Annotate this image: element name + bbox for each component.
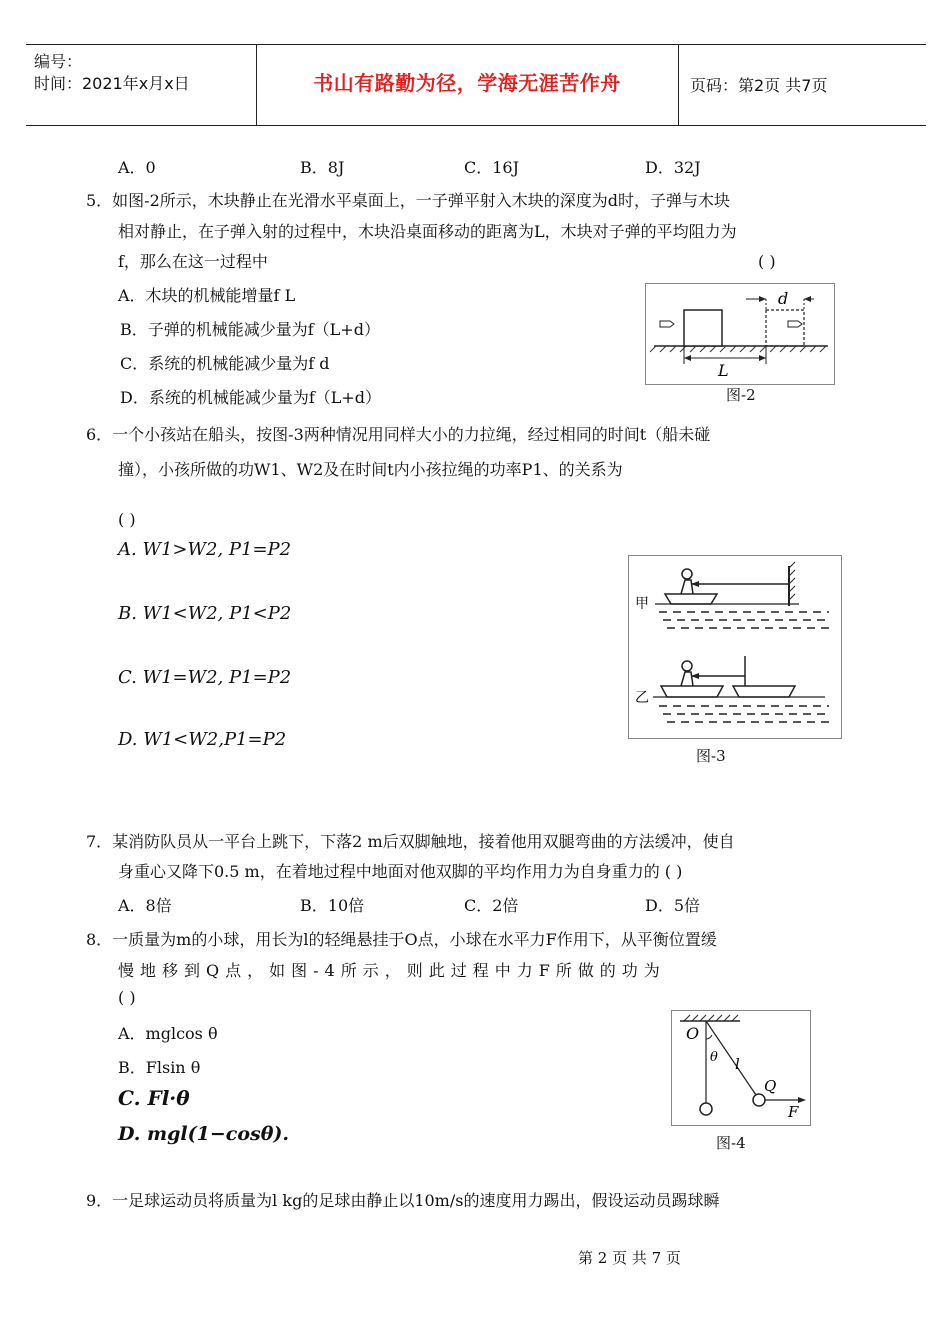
- q4-option-d: D．32J: [645, 158, 701, 177]
- q8-option-c: C. Fl·θ: [118, 1086, 190, 1110]
- label-L: L: [718, 361, 729, 380]
- q8-option-b: B．Flsin θ: [118, 1058, 201, 1077]
- q6-option-d: D. W1<W2,P1=P2: [118, 729, 287, 750]
- header-divider: [678, 45, 679, 125]
- page-footer: 第 2 页 共 7 页: [578, 1249, 681, 1267]
- q4-option-c: C．16J: [464, 158, 520, 177]
- q8-line-1: 8．一质量为m的小球，用长为l的轻绳悬挂于O点，小球在水平力F作用下，从平衡位置缓: [86, 930, 717, 949]
- header-page-info: 页码：第2页 共7页: [690, 76, 828, 95]
- label-F: F: [788, 1103, 799, 1121]
- pendulum-diagram: [672, 1011, 810, 1125]
- q6-option-c: C. W1=W2, P1=P2: [118, 667, 292, 688]
- label-d: d: [778, 289, 789, 308]
- header-motto: 书山有路勤为径，学海无涯苦作舟: [313, 71, 621, 95]
- q4-option-b: B．8J: [300, 158, 345, 177]
- figure-2-caption: 图-2: [726, 386, 756, 404]
- q7-option-d: D．5倍: [645, 896, 701, 915]
- figure-2: [645, 283, 835, 385]
- q4-option-a: A．0: [118, 158, 156, 177]
- block-bullet-diagram: [646, 284, 834, 384]
- q5-line-3: f，那么在这一过程中: [118, 252, 268, 271]
- q6-line-2: 撞），小孩所做的功W1、W2及在时间t内小孩拉绳的功率P1、的关系为: [118, 460, 623, 479]
- q6-option-b: B. W1<W2, P1<P2: [118, 603, 292, 624]
- q8-bracket: ( ): [118, 988, 136, 1007]
- q6-option-a: A. W1>W2, P1=P2: [118, 539, 292, 560]
- q5-bracket: ( ): [758, 252, 776, 271]
- q7-option-b: B．10倍: [300, 896, 365, 915]
- label-jia: 甲: [635, 596, 649, 612]
- q8-option-d: D. mgl(1−cosθ).: [118, 1123, 289, 1145]
- q5-line-1: 5．如图-2所示，木块静止在光滑水平桌面上，一子弹平射入木块的深度为d时，子弹与木块: [86, 191, 731, 210]
- q8-line-2: 慢地移到Q点，如图-4所示，则此过程中力F所做的功为: [118, 961, 666, 980]
- q6-bracket: ( ): [118, 510, 136, 529]
- figure-4-caption: 图-4: [716, 1134, 746, 1152]
- header-meta: [34, 51, 190, 95]
- label-theta: θ: [710, 1050, 718, 1065]
- q7-option-c: C．2倍: [464, 896, 519, 915]
- q7-line-2: 身重心又降下0.5 m，在着地过程中地面对他双脚的平均作用力为自身重力的 ( ): [118, 862, 683, 881]
- code-label: 编号：: [34, 52, 83, 71]
- label-Q: Q: [764, 1077, 777, 1095]
- q6-line-1: 6．一个小孩站在船头，按图-3两种情况用同样大小的力拉绳，经过相同的时间t（船未碰: [86, 425, 711, 444]
- q7-line-1: 7．某消防队员从一平台上跳下，下落2 m后双脚触地，接着他用双腿弯曲的方法缓冲，使自: [86, 832, 735, 851]
- q5-option-c: C．系统的机械能减少量为f d: [120, 354, 330, 373]
- q8-option-a: A．mglcos θ: [118, 1024, 218, 1043]
- q9-line-1: 9．一足球运动员将质量为l kg的足球由静止以10m/s的速度用力踢出，假设运动员踢球瞬: [86, 1191, 720, 1210]
- figure-3: [628, 555, 842, 739]
- label-O: O: [686, 1024, 700, 1043]
- label-l: l: [735, 1055, 740, 1073]
- label-yi: 乙: [635, 690, 649, 706]
- q5-option-b: B．子弹的机械能减少量为f（L+d）: [120, 320, 380, 339]
- figure-4: [671, 1010, 811, 1126]
- q7-option-a: A．8倍: [118, 896, 172, 915]
- page-header: [26, 44, 926, 126]
- time-label: 时间：2021年x月x日: [34, 74, 190, 93]
- q5-option-d: D．系统的机械能减少量为f（L+d）: [120, 388, 382, 407]
- q5-line-2: 相对静止，在子弹入射的过程中，木块沿桌面移动的距离为L，木块对子弹的平均阻力为: [118, 222, 737, 241]
- q5-option-a: A．木块的机械能增量f L: [118, 286, 296, 305]
- figure-3-caption: 图-3: [696, 747, 726, 765]
- boat-rope-diagram: [629, 556, 841, 738]
